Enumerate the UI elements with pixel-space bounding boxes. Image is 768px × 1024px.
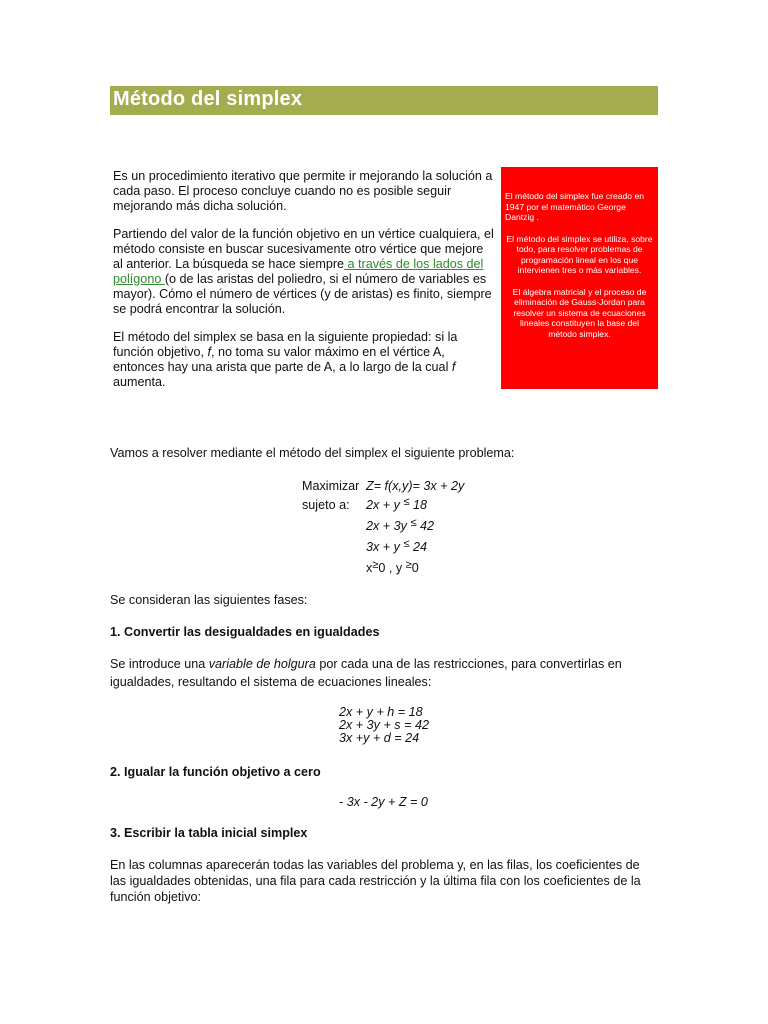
subject-to-label: sujeto a:: [302, 498, 350, 512]
objective-function: Z= f(x,y)= 3x + 2y: [366, 479, 465, 493]
resolve-text: Vamos a resolver mediante el método del simplex el siguiente problema:: [110, 446, 515, 460]
constraint-3: [366, 540, 427, 554]
step-3-heading: 3. Escribir la tabla inicial simplex: [110, 826, 308, 840]
step-2-heading: 2. Igualar la función objetivo a cero: [110, 765, 321, 779]
c1-operator: ≤: [403, 496, 410, 508]
c2-operator: ≤: [410, 517, 417, 529]
intro-p3-text-b: , no toma su valor máximo en el vértice A, entonces hay una arista que parte de A, a lo largo de la cual: [113, 345, 452, 374]
intro-paragraph-2: [113, 227, 495, 317]
page-title: Método del simplex: [113, 88, 303, 110]
intro-paragraph-1: Es un procedimiento iterativo que permite ir mejorando la solución a cada paso. El proceso concluye cuando no es posible seguir mejorando más dicha solución.: [113, 169, 493, 213]
step-1-heading: 1. Convertir las desigualdades en igualdades: [110, 625, 380, 639]
sidebar-note-3: El álgebra matricial y el proceso de eliminación de Gauss-Jordan para resolver un sistema de ecuaciones lineales constituyen la base del método simplex.: [512, 286, 647, 339]
equation-2: 2x + 3y + s = 42: [339, 718, 429, 732]
c4-end: 0: [411, 561, 419, 575]
intro-p2-text-a: Partiendo del valor de la función objetivo en un vértice cualquiera, el método consiste en buscar sucesivamente otro vértice que mejore al anterior. La búsqueda se hace siempre: [113, 227, 494, 271]
c4-x: x: [366, 561, 373, 575]
intro-p3-f2: f: [451, 360, 456, 374]
maximize-label: Maximizar: [302, 479, 360, 493]
intro-section: [113, 169, 495, 403]
title-bar: [110, 86, 658, 115]
step-1-text-a: Se introduce una: [110, 657, 209, 671]
c4-operator-1: ≥: [372, 559, 379, 571]
intro-p3-f: f: [207, 345, 212, 359]
c3-rhs: 24: [409, 540, 428, 554]
c2-lhs: 2x + 3y: [366, 519, 411, 533]
intro-p3-text-a: El método del simplex se basa en la siguiente propiedad: si la función objetivo,: [113, 330, 458, 359]
c1-lhs: 2x + y: [366, 498, 404, 512]
step-1-text: [110, 655, 650, 691]
objective-zero-equation: - 3x - 2y + Z = 0: [339, 795, 428, 809]
c4-operator-2: ≥: [405, 559, 412, 571]
c1-rhs: 18: [409, 498, 428, 512]
polygon-sides-link[interactable]: a través de los lados del polígono: [113, 257, 484, 286]
step-3-text: En las columnas aparecerán todas las variables del problema y, en las filas, los coeficientes de las igualdades obtenidas, una fila para cada restricción y la última fila con los coeficientes de la función objetivo:: [110, 858, 641, 904]
c3-lhs: 3x + y: [366, 540, 404, 554]
slack-variable-term: variable de holgura: [208, 657, 316, 671]
equation-1: 2x + y + h = 18: [339, 705, 423, 719]
constraint-1: [366, 498, 427, 512]
sidebar-note-1: El método del simplex fue creado en 1947 por el matemático George Dantzig .: [505, 191, 645, 222]
intro-p3-text-c: aumenta.: [113, 375, 166, 389]
constraint-2: [366, 519, 434, 533]
step-1-text-b: por cada una de las restricciones, para convertirlas en igualdades, resultando el sistema de ecuaciones lineales:: [110, 657, 622, 689]
c3-operator: ≤: [403, 538, 410, 550]
c4-mid: 0 , y: [378, 561, 406, 575]
phases-text: Se consideran las siguientes fases:: [110, 593, 308, 607]
equation-system: [339, 706, 429, 745]
c2-rhs: 42: [416, 519, 435, 533]
intro-p2-text-b: (o de las aristas del poliedro, si el número de variables es mayor). Cómo el número de vértices (y de aristas) es finito, siempre se podrá encontrar la solución.: [113, 272, 492, 316]
intro-paragraph-3: [113, 330, 495, 390]
constraint-nonneg: [366, 561, 419, 575]
info-sidebar: [501, 167, 658, 389]
equation-3: 3x +y + d = 24: [339, 731, 420, 745]
sidebar-note-2: El método del simplex se utiliza, sobre todo, para resolver problemas de programación lineal en los que intervienen tres o más variables.: [506, 233, 653, 275]
